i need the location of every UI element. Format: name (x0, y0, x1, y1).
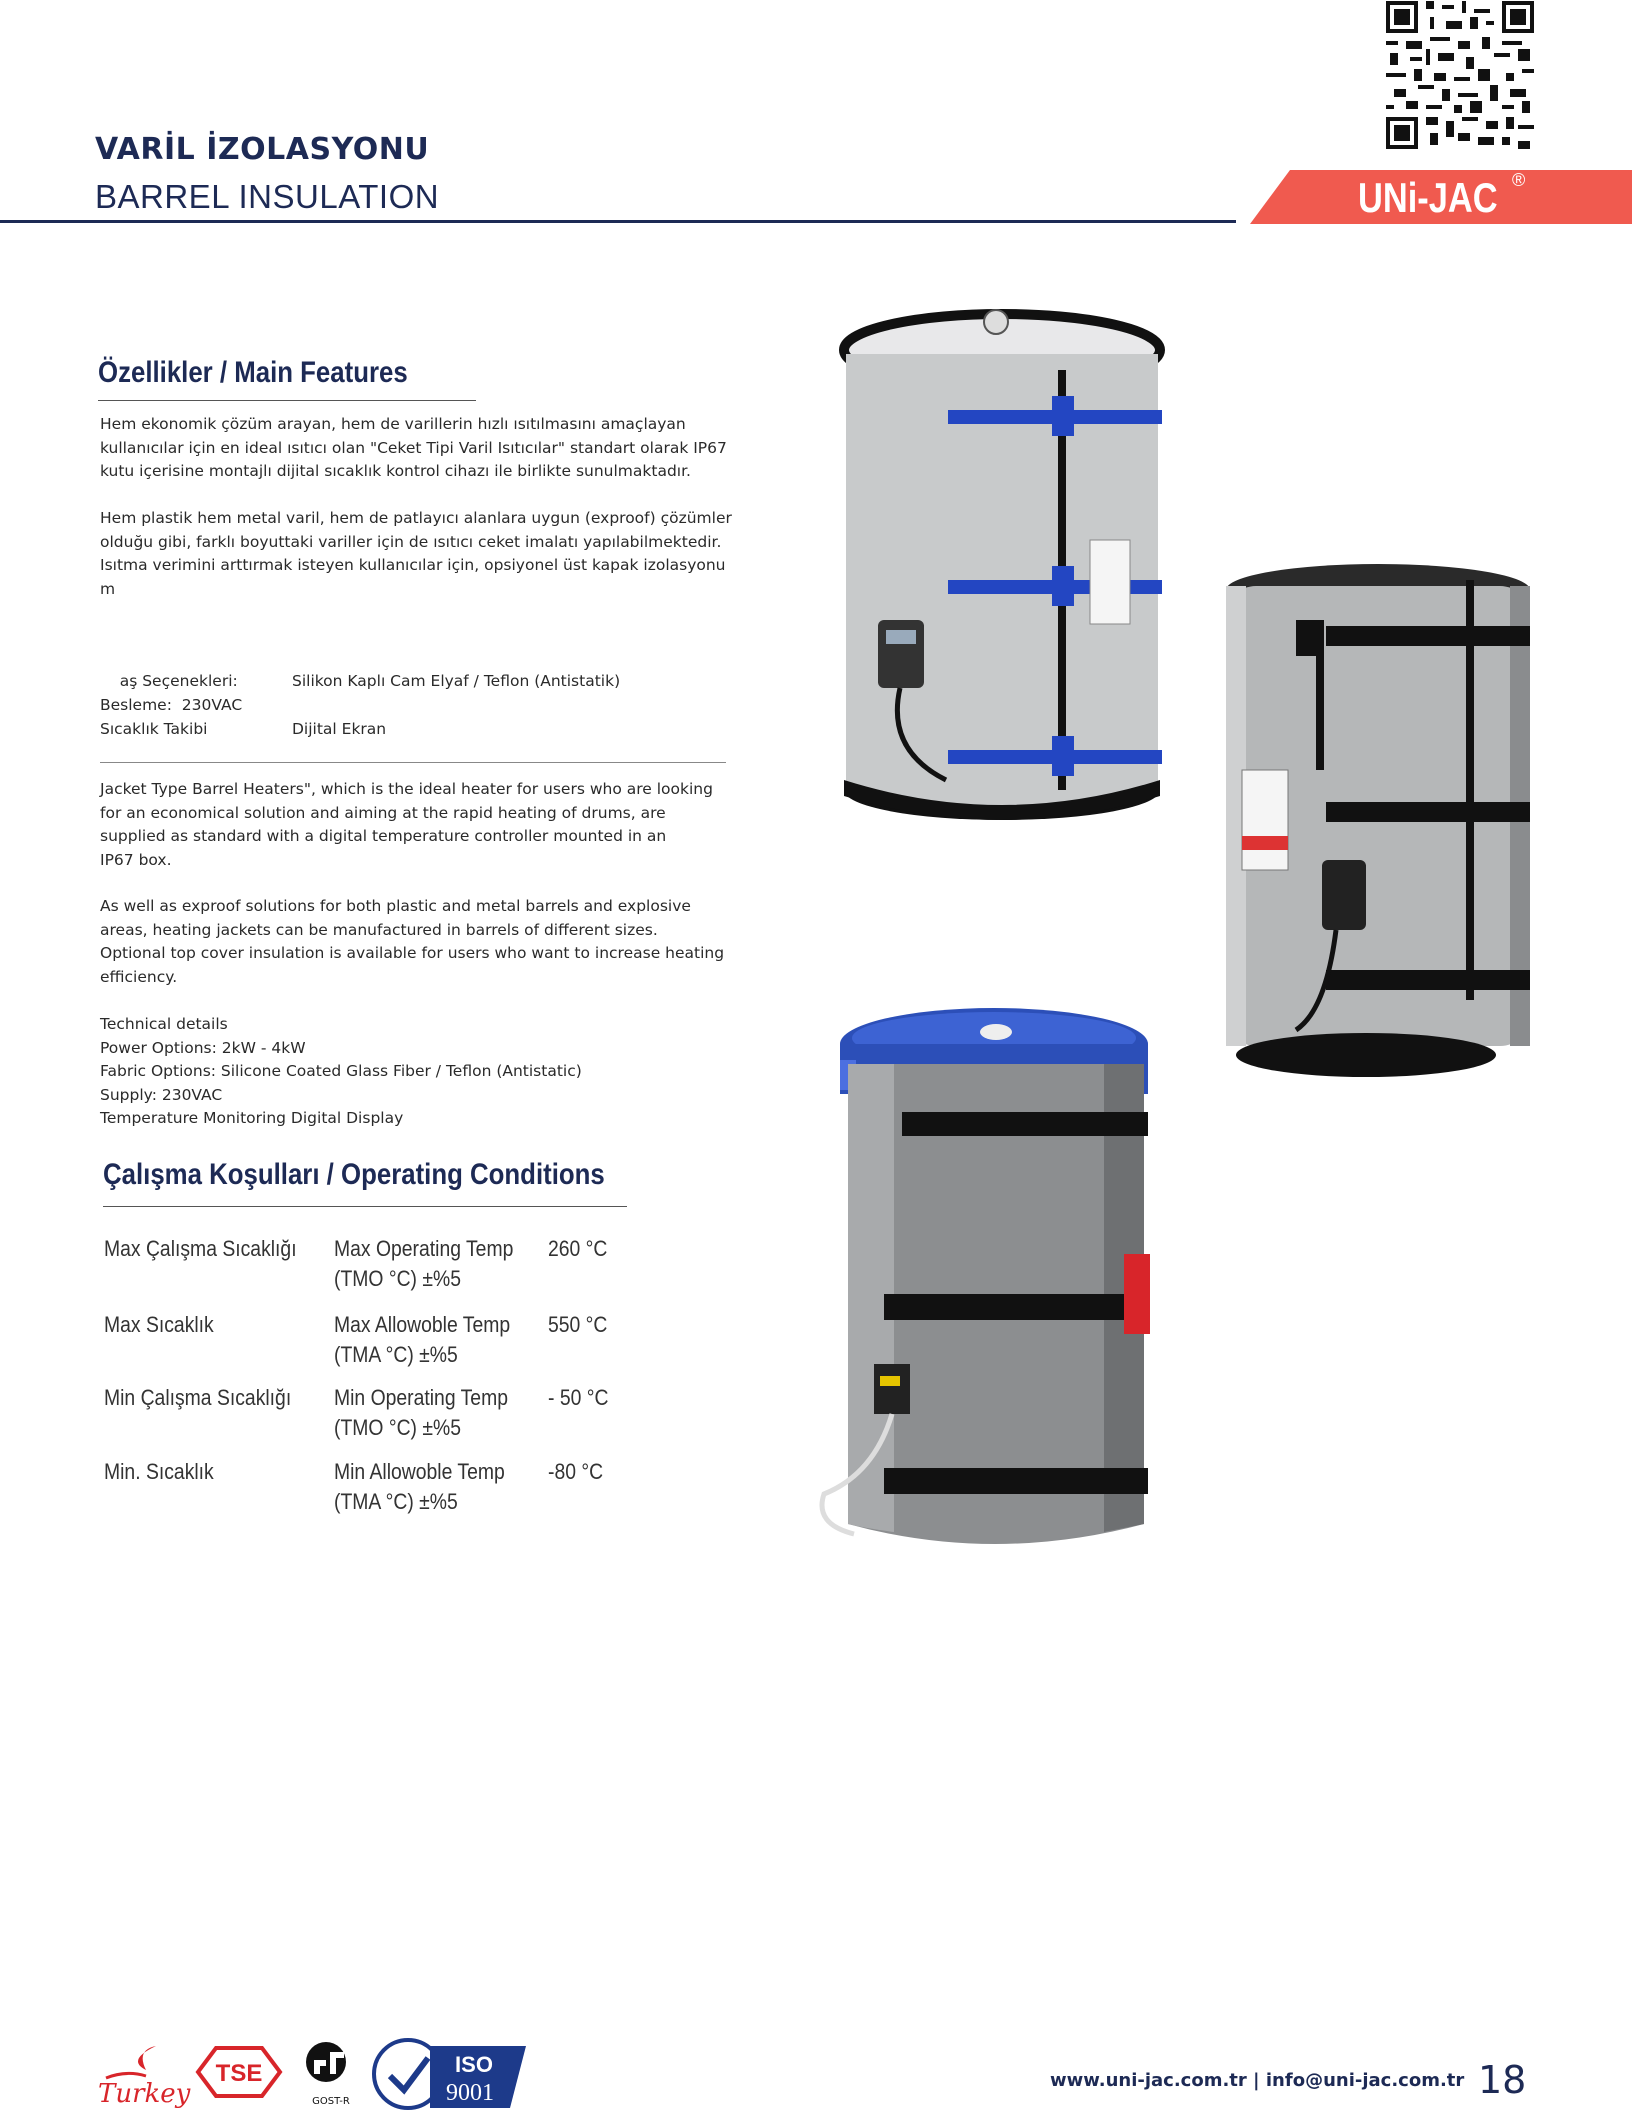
condition-label-tr: Min. Sıcaklık (104, 1459, 214, 1484)
spec-divider (100, 762, 726, 763)
features-tr-paragraph-2 (100, 507, 732, 601)
text-line: Temperature Monitoring Digital Display (100, 1109, 404, 1127)
page-title-en: BARREL INSULATION (95, 178, 440, 215)
spec-value: Dijital Ekran (292, 720, 387, 738)
gost-logo-icon (300, 2038, 362, 2110)
text-line: olduğu gibi, farklı boyuttaki variller için de ısıtıcı ceket imalatı yapılabilmektedir. (100, 532, 722, 551)
text-line: (TMO °C) ±%5 (334, 1415, 461, 1440)
text-line: Isıtma verimini arttırmak isteyen kullanıcılar için, opsiyonel üst kapak izolasyonu (100, 556, 726, 574)
condition-label-en (334, 1383, 508, 1443)
text-line: As well as exproof solutions for both plastic and metal barrels and explosive (100, 897, 691, 915)
text-line: Hem ekonomik çözüm arayan, hem de varillerin hızlı ısıtılmasını amaçlayan (100, 415, 686, 433)
tse-logo-text: TSE (215, 2060, 263, 2087)
barrel-image-blue-plastic (814, 1004, 1170, 1564)
text-line: Max Allowoble Temp (334, 1312, 511, 1337)
condition-label-en (334, 1234, 513, 1294)
text-line: Min Allowoble Temp (334, 1459, 505, 1484)
condition-value: - 50 °C (548, 1385, 609, 1410)
text-line: Fabric Options: Silicone Coated Glass Fiber / Teflon (Antistatic) (100, 1062, 582, 1080)
page-number: 18 (1478, 2058, 1527, 2102)
features-tr-paragraph-1 (100, 413, 727, 484)
features-en-specs (100, 1013, 582, 1131)
condition-value: 550 °C (548, 1312, 608, 1337)
iso-9001-logo-icon (370, 2036, 530, 2112)
header-rule (0, 220, 1236, 223)
gost-logo-text: GOST-R (312, 2096, 350, 2107)
text-line: Power Options: 2kW - 4kW (100, 1038, 306, 1057)
text-line: supplied as standard with a digital temperature controller mounted in an (100, 827, 667, 845)
text-line: (TMA °C) ±%5 (334, 1342, 458, 1367)
features-heading-rule (98, 400, 476, 401)
text-line: areas, heating jackets can be manufactured in barrels of different sizes. (100, 920, 658, 939)
text-line: Technical details (100, 1015, 228, 1033)
tse-logo-icon (194, 2044, 284, 2100)
qr-code-icon (1386, 0, 1534, 150)
text-line: m (100, 579, 116, 598)
text-line: (TMA °C) ±%5 (334, 1489, 458, 1514)
iso-logo-top: ISO (455, 2052, 493, 2077)
turkey-logo-icon (96, 2040, 191, 2110)
barrel-image-blue-straps (836, 310, 1168, 830)
turkey-logo-text: Turkey (98, 2079, 191, 2109)
conditions-heading-rule (103, 1206, 627, 1207)
features-en-paragraph-2 (100, 895, 724, 989)
text-line: (TMO °C) ±%5 (334, 1266, 461, 1291)
text-line: Hem plastik hem metal varil, hem de patlayıcı alanlara uygun (exproof) çözümler (100, 509, 732, 527)
spec-value: Silikon Kaplı Cam Elyaf / Teflon (Antistatik) (292, 672, 621, 690)
condition-label-tr: Min Çalışma Sıcaklığı (104, 1385, 292, 1410)
text-line: Max Operating Temp (334, 1236, 514, 1261)
text-line: kullanıcılar için en ideal ısıtıcı olan "Ceket Tipi Varil Isıtıcılar" standart olarak IP67 (100, 438, 727, 457)
text-line: for an economical solution and aiming at the rapid heating of drums, are (100, 803, 666, 822)
condition-label-tr: Max Çalışma Sıcaklığı (104, 1236, 297, 1261)
iso-logo-bottom: 9001 (446, 2080, 494, 2106)
features-heading: Özellikler / Main Features (98, 356, 408, 389)
text-line: kutu içerisine montajlı dijital sıcaklık kontrol cihazı ile birlikte sunulmaktadır. (100, 462, 691, 480)
text-line: Jacket Type Barrel Heaters", which is the ideal heater for users who are looking (100, 780, 713, 798)
text-line: efficiency. (100, 967, 178, 986)
condition-label-en (334, 1457, 505, 1517)
conditions-heading: Çalışma Koşulları / Operating Conditions (103, 1158, 605, 1191)
registered-mark: ® (1512, 170, 1526, 190)
condition-label-en (334, 1310, 510, 1370)
condition-value: -80 °C (548, 1459, 604, 1484)
footer-contact[interactable]: www.uni-jac.com.tr | info@uni-jac.com.tr (1050, 2070, 1465, 2091)
text-line: Supply: 230VAC (100, 1085, 223, 1104)
spec-label: Besleme: 230VAC (100, 696, 243, 714)
condition-label-tr: Max Sıcaklık (104, 1312, 214, 1337)
spec-label: aş Seçenekleri: (100, 672, 238, 690)
spec-label: Sıcaklık Takibi (100, 720, 208, 738)
brand-logo: UNi-JAC (1358, 174, 1498, 221)
text-line: IP67 box. (100, 850, 172, 869)
condition-value: 260 °C (548, 1236, 608, 1261)
text-line: Optional top cover insulation is available for users who want to increase heating (100, 944, 725, 962)
text-line: Min Operating Temp (334, 1385, 508, 1410)
features-en-paragraph-1 (100, 778, 713, 872)
barrel-image-black-straps (1216, 560, 1540, 1080)
page-title-tr: VARİL İZOLASYONU (95, 132, 430, 167)
